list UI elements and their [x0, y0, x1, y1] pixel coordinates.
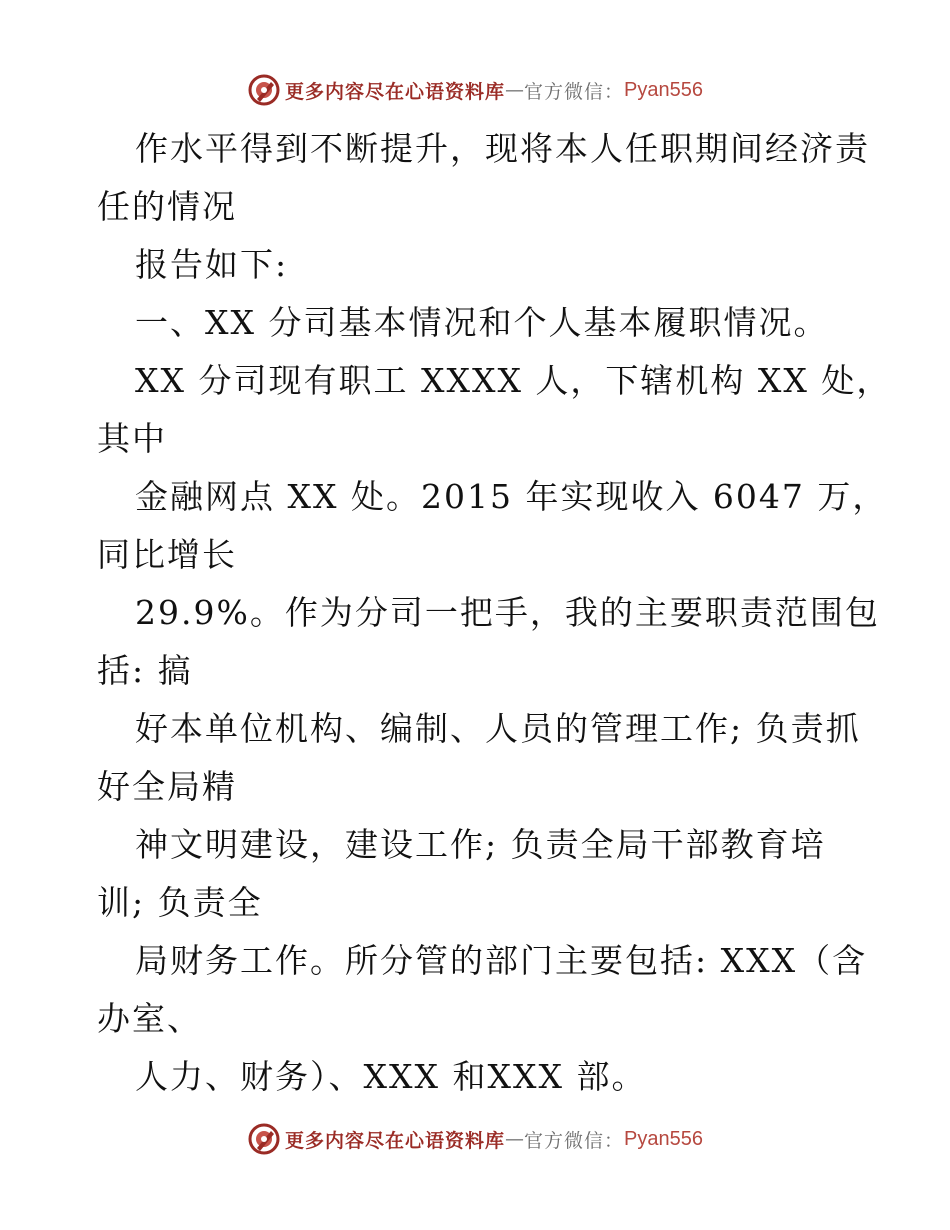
banner-separator: — — [505, 1128, 525, 1150]
banner-wechat-label: 官方微信： — [524, 80, 625, 103]
body-line: 局财务工作。所分管的部门主要包括: XXX（含 — [135, 941, 868, 980]
body-line: 好本单位机构、编制、人员的管理工作; 负责抓 — [135, 709, 861, 748]
banner-wechat-label: 官方微信： — [524, 1129, 625, 1152]
body-line: 金融网点 XX 处。2015 年实现收入 6047 万， — [135, 477, 888, 516]
pen-logo-icon — [247, 73, 281, 107]
body-line: 训; 负责全 — [97, 883, 263, 922]
body-line: 同比增长 — [97, 535, 237, 574]
body-line: 神文明建设，建设工作; 负责全局干部教育培 — [135, 825, 826, 864]
body-line: 任的情况 — [97, 187, 237, 226]
section-heading: 一、XX 分司基本情况和个人基本履职情况。 — [135, 303, 829, 342]
body-line: 办室、 — [97, 999, 202, 1038]
body-line: XX 分司现有职工 XXXX 人，下辖机构 XX 处， — [135, 361, 892, 400]
document-body — [97, 120, 892, 1106]
body-line: 人力、财务）、XXX 和XXX 部。 — [135, 1057, 647, 1096]
body-line: 报告如下: — [135, 245, 289, 284]
banner-separator: — — [505, 79, 525, 101]
banner-title: 更多内容尽在心语资料库 — [285, 80, 506, 103]
banner-title: 更多内容尽在心语资料库 — [285, 1129, 506, 1152]
body-line: 括: 搞 — [97, 651, 193, 690]
body-line: 29.9%。作为分司一把手，我的主要职责范围包 — [135, 593, 880, 632]
body-line: 其中 — [97, 419, 167, 458]
banner-wechat-id: Pyan556 — [624, 1127, 703, 1150]
body-line: 好全局精 — [97, 767, 237, 806]
header-banner — [0, 68, 950, 112]
pen-logo-icon — [247, 1122, 281, 1156]
banner-wechat-id: Pyan556 — [624, 78, 703, 101]
footer-banner — [0, 1117, 950, 1161]
body-line: 作水平得到不断提升，现将本人任职期间经济责 — [135, 129, 870, 168]
